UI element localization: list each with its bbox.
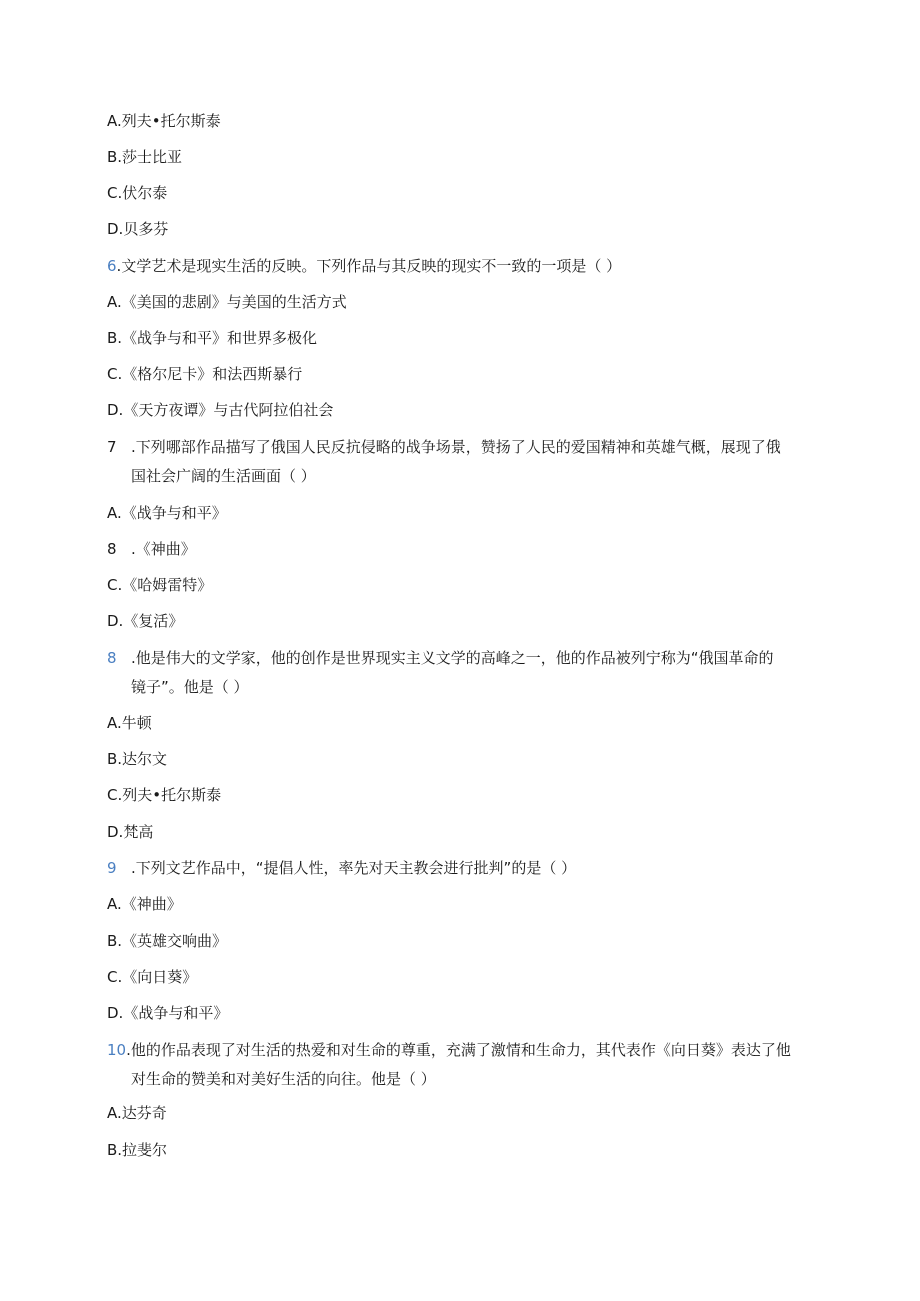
q5-option-a: A.列夫•托尔斯泰: [107, 112, 221, 130]
q6-option-d: D.《天方夜谭》与古代阿拉伯社会: [107, 401, 334, 419]
q7-option-b-text: .《神曲》: [131, 540, 196, 558]
q7-option-d: D.《复活》: [107, 612, 184, 630]
q10-stem: [107, 1040, 791, 1060]
q9-option-a: A.《神曲》: [107, 895, 182, 913]
q7-option-a: A.《战争与和平》: [107, 504, 227, 522]
q6-option-b: B.《战争与和平》和世界多极化: [107, 329, 318, 347]
q6-stem: [107, 256, 621, 276]
q6-option-c: C.《格尔尼卡》和法西斯暴行: [107, 365, 303, 383]
q7-number: 7: [107, 438, 117, 456]
q8-option-b: B.达尔文: [107, 750, 168, 768]
q9-stem: [107, 858, 576, 878]
q5-option-d: D.贝多芬: [107, 220, 169, 238]
q7-option-b-number: 8: [107, 540, 117, 558]
q7-option-c: C.《哈姆雷特》: [107, 576, 213, 594]
q8-option-d: D.梵高: [107, 823, 154, 841]
q7-stem: [107, 437, 781, 457]
q8-option-c: C.列夫•托尔斯泰: [107, 786, 222, 804]
q8-stem-text: .他是伟大的文学家，他的创作是世界现实主义文学的高峰之一，他的作品被列宁称为“俄国革命的: [131, 649, 774, 667]
q7-stem-text: .下列哪部作品描写了俄国人民反抗侵略的战争场景，赞扬了人民的爱国精神和英雄气概，展现了俄: [131, 438, 781, 456]
q9-number: 9: [107, 859, 117, 877]
q7-stem-continued: 国社会广阔的生活画面（ ）: [131, 467, 316, 485]
q7-option-b: [107, 539, 196, 559]
q6-option-a: A.《美国的悲剧》与美国的生活方式: [107, 293, 347, 311]
q10-option-a: A.达芬奇: [107, 1104, 167, 1122]
q9-option-c: C.《向日葵》: [107, 968, 198, 986]
q8-stem-continued: 镜子”。他是（ ）: [131, 678, 249, 696]
q10-number: 10: [107, 1041, 127, 1059]
q5-option-b: B.莎士比亚: [107, 148, 183, 166]
q8-stem: [107, 648, 774, 668]
q9-option-b: B.《英雄交响曲》: [107, 932, 228, 950]
q5-option-c: C.伏尔泰: [107, 184, 168, 202]
q8-number: 8: [107, 649, 117, 667]
q9-option-d: D.《战争与和平》: [107, 1004, 229, 1022]
q8-option-a: A.牛顿: [107, 714, 152, 732]
q6-number: 6: [107, 257, 117, 275]
q10-option-b: B.拉斐尔: [107, 1141, 168, 1159]
q10-stem-continued: 对生命的赞美和对美好生活的向往。他是（ ）: [131, 1070, 436, 1088]
q9-stem-text: .下列文艺作品中，“提倡人性，率先对天主教会进行批判”的是（ ）: [131, 859, 577, 877]
q10-stem-text: .他的作品表现了对生活的热爱和对生命的尊重，充满了激情和生命力，其代表作《向日葵》表达了他: [126, 1041, 791, 1059]
q6-stem-text: .文学艺术是现实生活的反映。下列作品与其反映的现实不一致的一项是（ ）: [116, 257, 622, 275]
